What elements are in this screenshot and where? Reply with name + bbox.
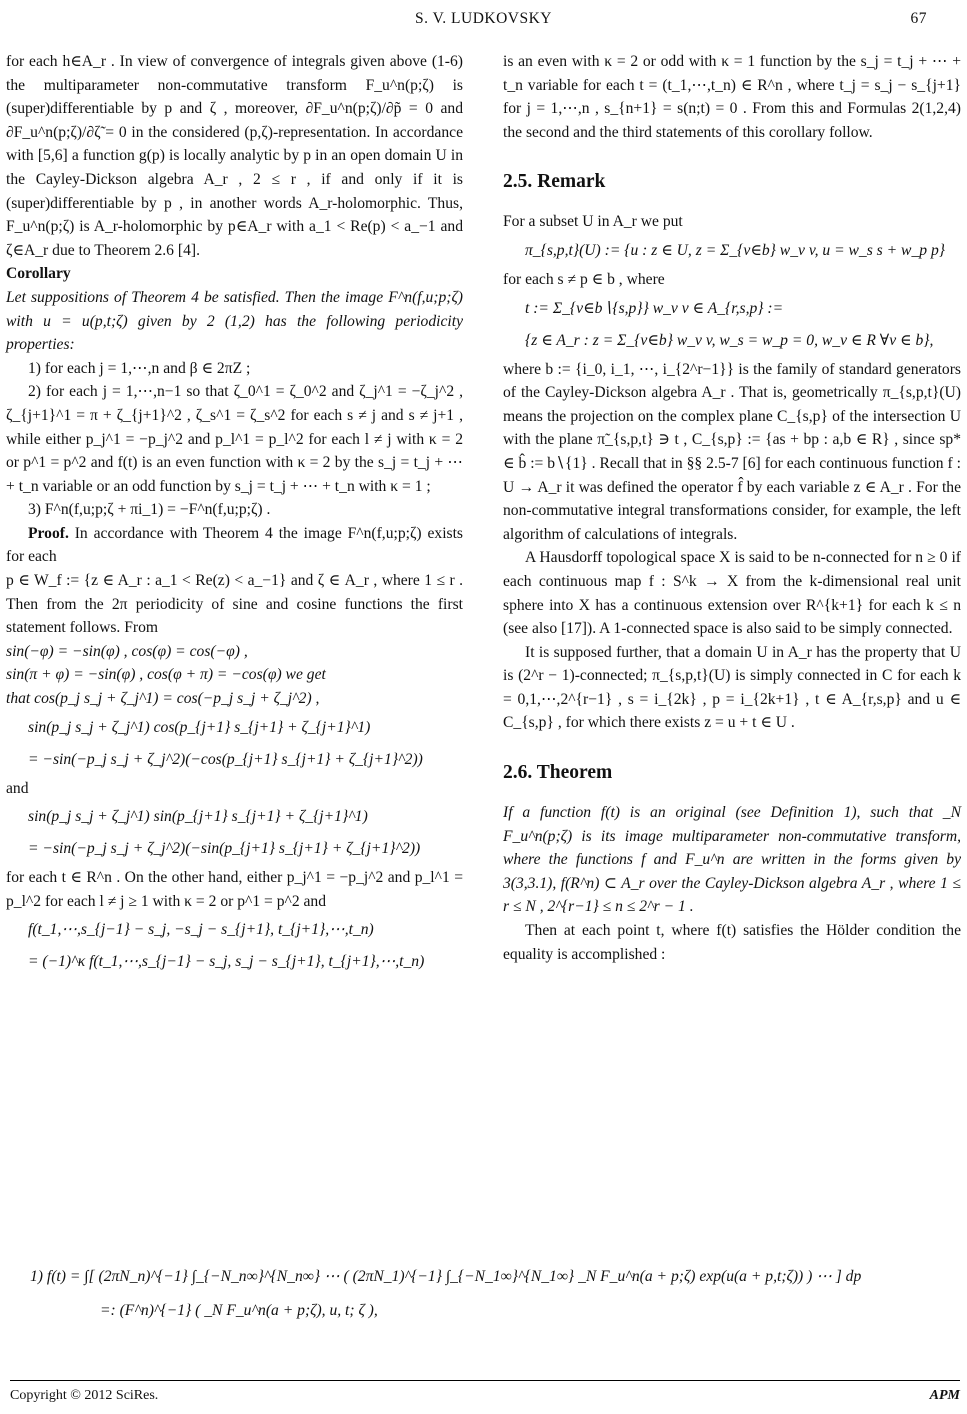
corollary-heading: Corollary	[6, 265, 71, 283]
running-title: S. V. LUDKOVSKY	[415, 10, 552, 27]
journal-abbrev: APM	[929, 1388, 960, 1403]
left-column	[6, 50, 463, 979]
theorem-statement: If a function f(t) is an original (see Definition 1), such that _N F_u^n(p;ζ) is its image multiparameter non-commutative transform, where the functions f and F_u^n are written in the forms given by 3(3,3.1), f(R^n) ⊂ A_r over the Cayley-Dickson algebra A_r , where 1 ≤ r ≤ N , 2^{r−1} ≤ n ≤ 2^r − 1 .	[503, 804, 961, 916]
equation-f-1: f(t_1,⋯,s_{j−1} − s_j, −s_j − s_{j+1}, t_{j+1},⋯,t_n)	[28, 921, 374, 939]
equation-sin-sin-2: = −sin(−p_j s_j + ζ_j^2)(−sin(p_{j+1} s_{j+1} + ζ_{j+1}^2))	[28, 840, 421, 858]
equation-f-2: = (−1)^κ f(t_1,⋯,s_{j−1} − s_j, s_j − s_{j+1}, t_{j+1},⋯,t_n)	[28, 953, 425, 971]
equation-projection: π_{s,p,t}(U) := {u : z ∈ U, z = Σ_{v∈b} w_v v, u = w_s s + w_p p}	[525, 241, 945, 259]
trig-line-3: that cos(p_j s_j + ζ_j^1) = cos(−p_j s_j + ζ_j^2) ,	[6, 690, 320, 708]
trig-line-2: sin(π + φ) = −sin(φ) , cos(φ + π) = −cos(φ) we get	[6, 666, 326, 684]
proof-text-2: p ∈ W_f := {z ∈ A_r : a_1 < Re(z) < a_−1} and ζ ∈ A_r , where 1 ≤ r . Then from the 2π periodicity of sine and cosine functions the first statement follows. From	[6, 572, 463, 637]
proof-text: In accordance with Theorem 4 the image F^n(f,u;p;ζ) exists for each	[6, 524, 463, 566]
parity-paragraph: for each t ∈ R^n . On the other hand, either p_j^1 = −p_j^2 and p_l^1 = p_l^2 for each l ≠ j ≥ 1 with κ = 2 or p^1 = p^2 and	[6, 869, 463, 910]
corollary-item-1: 1) for each j = 1,⋯,n and β ∈ 2πZ ;	[28, 359, 251, 377]
remark-where: for each s ≠ p ∈ b , where	[503, 270, 665, 288]
trig-line-1: sin(−φ) = −sin(φ) , cos(φ) = cos(−φ) ,	[6, 642, 248, 660]
remark-intro: For a subset U in A_r we put	[503, 213, 683, 231]
equation-sin-cos-1: sin(p_j s_j + ζ_j^1) cos(p_{j+1} s_{j+1} + ζ_{j+1}^1)	[28, 718, 371, 736]
remark-connected: A Hausdorff topological space X is said to be n-connected for n ≥ 0 if each continuous map f : S^k → X from the k-dimensional real unit sphere into X has a continuous extension over R^{k+1} for each k ≤ n (see also [17]). A 1-connected space is also said to be simply connected.	[503, 549, 961, 638]
inversion-formula-line-1: 1) f(t) = ∫[ (2πN_n)^{−1} ∫_{−N_n∞}^{N_n∞} ⋯ ( (2πN_1)^{−1} ∫_{−N_1∞}^{N_1∞} _N F_u^n(a + p;ζ) exp(u(a + p,t;ζ)) ) ⋯ ] dp	[30, 1268, 862, 1285]
and-word: and	[6, 779, 29, 797]
equation-sin-cos-2: = −sin(−p_j s_j + ζ_j^2)(−cos(p_{j+1} s_{j+1} + ζ_{j+1}^2))	[28, 750, 423, 768]
remark-domain: It is supposed further, that a domain U in A_r has the property that U is (2^r − 1)-connected; π_{s,p,t}(U) is simply connected in C for each k = 0,1,⋯,2^{r−1} , s = i_{2k} , p = i_{2k+1} , t ∈ A_{r,s,p} and u ∈ C_{s,p} , for which there exists z = u + t ∈ U .	[503, 643, 961, 732]
right-column	[503, 50, 961, 966]
section-heading-2-5: 2.5. Remark	[503, 171, 606, 193]
corollary-statement: Let suppositions of Theorem 4 be satisfied. Then the image F^n(f,u;p;ζ) with u = u(p,t;ζ) given by 2 (1,2) has the following periodicity properties:	[6, 288, 463, 354]
proof-label: Proof.	[28, 524, 69, 542]
theorem-conclusion: Then at each point t, where f(t) satisfies the Hölder condition the equality is accomplished :	[503, 922, 961, 963]
equation-t-def: t := Σ_{v∈b∖{s,p}} w_v v ∈ A_{r,s,p} :=	[525, 299, 784, 317]
inversion-formula	[30, 1260, 950, 1328]
proof-paragraph	[6, 522, 463, 569]
page-number: 67	[910, 10, 927, 27]
section-heading-2-6: 2.6. Theorem	[503, 762, 613, 784]
remark-generators: where b := {i_0, i_1, ⋯, i_{2^r−1}} is the family of standard generators of the Cayley-Dickson algebra A_r . That is, geometrically π_{s,p,t}(U) means the projection on the complex plane C_{s,p} of the intersection U with the plane π̃_{s,p,t} ∋ t , C_{s,p} := {as + bp : a,b ∈ R} , since sp* ∈ b̂ := b∖{1} . Recall that in §§ 2.5-7 [6] for each continuous function f : U → A_r it was defined the operator f̂ by each variable z ∈ A_r . For the non-commutative integral transformations consider, for example, the left algorithm of calculations of integrals.	[503, 360, 961, 543]
copyright-notice: Copyright © 2012 SciRes.	[10, 1388, 159, 1403]
equation-set-def: {z ∈ A_r : z = Σ_{v∈b} w_v v, w_s = w_p = 0, w_v ∈ R ∀v ∈ b},	[525, 331, 934, 349]
corollary-item-2: 2) for each j = 1,⋯,n−1 so that ζ_0^1 = ζ_0^2 and ζ_j^1 = −ζ_j^2 , ζ_{j+1}^1 = π + ζ_{j+1}^2 , ζ_s^1 = ζ_s^2 for each s ≠ j and s ≠ j+1 , while either p_j^1 = −p_j^2 and p_l^1 = p_l^2 for each l ≠ j with κ = 2 or p^1 = p^2 and f(t) is an even function with κ = 2 by the s_j = t_j + ⋯ + t_n variable or an odd function by s_j = t_j + ⋯ + t_n with κ = 1 ;	[6, 383, 463, 495]
page-footer	[10, 1388, 960, 1408]
equation-sin-sin-1: sin(p_j s_j + ζ_j^1) sin(p_{j+1} s_{j+1} + ζ_{j+1}^1)	[28, 808, 368, 826]
inversion-formula-line-2: =: (F^n)^{−1} ( _N F_u^n(a + p;ζ), u, t; ζ ),	[100, 1302, 378, 1319]
page-header	[0, 8, 967, 30]
paragraph-intro: for each h∈A_r . In view of convergence of integrals given above (1-6) the multiparameter non-commutative transform F_u^n(p;ζ) is (super)differentiable by p and ζ , moreover, ∂F_u^n(p;ζ)/∂p̃ = 0 and ∂F_u^n(p;ζ)/∂ζ̃ = 0 in the considered (p,ζ)-representation. In accordance with [5,6] a function g(p) is locally analytic by p in an open domain U in the Cayley-Dickson algebra A_r , 2 ≤ r , if and only if it is (super)differentiable by p , in another words A_r-holomorphic. Thus, F_u^n(p;ζ) is A_r-holomorphic by p∈A_r with a_1 < Re(p) < a_−1 and ζ∈A_r due to Theorem 2.6 [4].	[6, 53, 463, 259]
corollary-item-3: 3) F^n(f,u;p;ζ + πi_1) = −F^n(f,u;p;ζ) .	[28, 501, 271, 519]
paragraph-parity-end: is an even with κ = 2 or odd with κ = 1 function by the s_j = t_j + ⋯ + t_n variable for each t = (t_1,⋯,t_n) ∈ R^n , where t_j = s_j − s_{j+1} for j = 1,⋯,n , s_{n+1} = s(n;t) = 0 . From this and Formulas 2(1,2,4) the second and the third statements of this corollary follow.	[503, 53, 961, 141]
footer-rule	[10, 1380, 960, 1381]
